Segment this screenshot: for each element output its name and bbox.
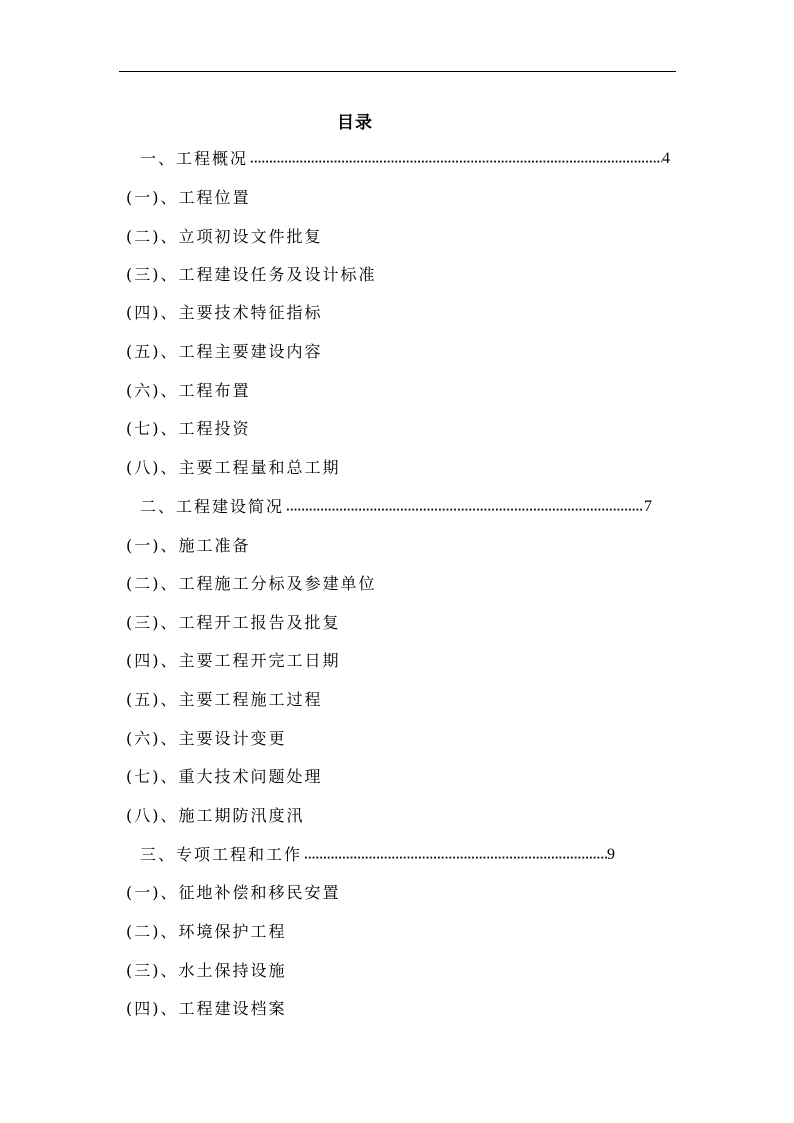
toc-item[interactable]: (一)、施工准备 (126, 536, 251, 555)
toc-item[interactable]: (一)、征地补偿和移民安置 (126, 883, 341, 902)
toc-item[interactable]: (三)、工程建设任务及设计标准 (126, 265, 377, 284)
toc-section-label: 一、工程概况 (140, 149, 249, 168)
toc-item[interactable]: (二)、立项初设文件批复 (126, 227, 323, 246)
toc-item[interactable]: (六)、主要设计变更 (126, 729, 287, 748)
toc-leader-dots (250, 146, 662, 172)
toc-page-number: 4 (662, 150, 670, 167)
toc-item[interactable]: (四)、工程建设档案 (126, 999, 287, 1018)
toc-item[interactable]: (五)、主要工程施工过程 (126, 690, 323, 709)
toc-section-3[interactable] (140, 842, 615, 868)
toc-section-1[interactable] (140, 146, 670, 172)
toc-item[interactable]: (八)、主要工程量和总工期 (126, 458, 341, 477)
toc-item[interactable]: (八)、施工期防汛度汛 (126, 806, 305, 825)
toc-section-2[interactable] (140, 494, 652, 520)
toc-section-label: 三、专项工程和工作 (140, 845, 303, 864)
toc-page-number: 7 (644, 498, 652, 515)
header-rule (119, 71, 676, 72)
toc-page-number: 9 (607, 846, 615, 863)
toc-item[interactable]: (七)、重大技术问题处理 (126, 767, 323, 786)
toc-leader-dots (304, 842, 607, 868)
toc-section-label: 二、工程建设简况 (140, 497, 285, 516)
toc-item[interactable]: (二)、工程施工分标及参建单位 (126, 574, 377, 593)
toc-item[interactable]: (三)、工程开工报告及批复 (126, 613, 341, 632)
toc-item[interactable]: (二)、环境保护工程 (126, 922, 287, 941)
toc-leader-dots (286, 494, 644, 520)
toc-item[interactable]: (一)、工程位置 (126, 188, 251, 207)
toc-item[interactable]: (四)、主要工程开完工日期 (126, 651, 341, 670)
toc-item[interactable]: (六)、工程布置 (126, 381, 251, 400)
toc-item[interactable]: (四)、主要技术特征指标 (126, 303, 323, 322)
toc-item[interactable]: (三)、水土保持设施 (126, 961, 287, 980)
toc-title: 目录 (337, 113, 373, 133)
toc-item[interactable]: (五)、工程主要建设内容 (126, 342, 323, 361)
toc-item[interactable]: (七)、工程投资 (126, 419, 251, 438)
